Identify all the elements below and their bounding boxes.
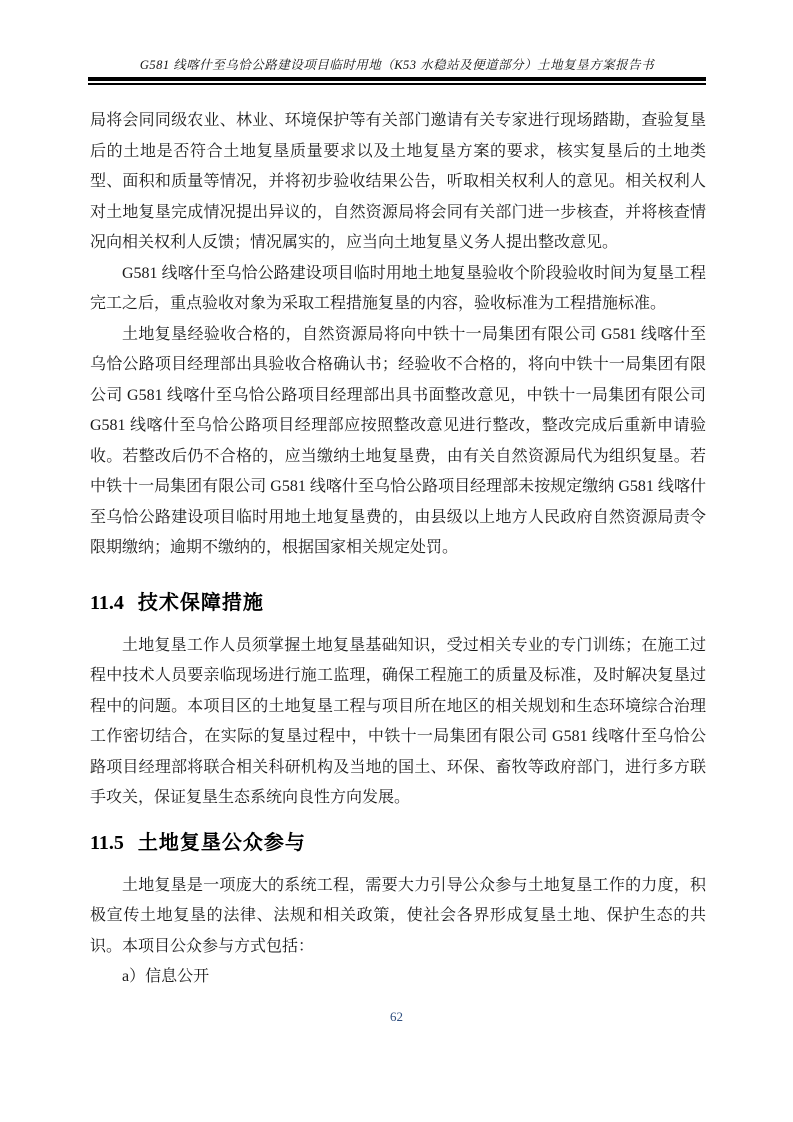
paragraph-continuation: 局将会同同级农业、林业、环境保护等有关部门邀请有关专家进行现场踏勘，查验复垦后的土地是否符合土地复垦质量要求以及土地复垦方案的要求，核实复垦后的土地类型、面积和质量等情况，并将初步验收结果公告，听取相关权利人的意见。相关权利人对土地复垦完成情况提出异议的，自然资源局将会同有关部门进一步核查，并将核查情况向相关权利人反馈；情况属实的，应当向土地复垦义务人提出整改意见。 — [90, 112, 706, 251]
paragraph-public-participation: 土地复垦是一项庞大的系统工程，需要大力引导公众参与土地复垦工作的力度，积极宣传土地复垦的法律、法规和相关政策，使社会各界形成复垦土地、保护生态的共识。本项目公众参与方式包括： — [90, 876, 706, 955]
section-number: 11.4 — [90, 591, 124, 614]
paragraph-acceptance-result: 土地复垦经验收合格的，自然资源局将向中铁十一局集团有限公司 G581 线喀什至乌恰公路项目经理部出具验收合格确认书；经验收不合格的，将向中铁十一局集团有限公司 G581 线喀什至乌恰公路项目经理部出具书面整改意见，中铁十一局集团有限公司 G581 线喀什至乌恰公路项目经理部应按照整改意见进行整改，整改完成后重新申请验收。若整改后仍不合格的，应当缴纳土地复垦费，由有关自然资源局代为组织复垦。若中铁十一局集团有限公司 G581 线喀什至乌恰公路项目经理部未按规定缴纳 G581 线喀什至乌恰公路建设项目临时用地土地复垦费的，由县级以上地方人民政府自然资源局责令限期缴纳；逾期不缴纳的，根据国家相关规定处罚。 — [90, 325, 706, 556]
page-header — [88, 0, 706, 85]
paragraph-acceptance-schedule: G581 线喀什至乌恰公路建设项目临时用地土地复垦验收个阶段验收时间为复垦工程完工之后，重点验收对象为采取工程措施复垦的内容，验收标准为工程措施标准。 — [90, 264, 706, 312]
section-heading-11-4 — [90, 589, 706, 617]
paragraph-tech-measures: 土地复垦工作人员须掌握土地复垦基础知识，受过相关专业的专门训练；在施工过程中技术人员要亲临现场进行施工监理，确保工程施工的质量及标准，及时解决复垦过程中的问题。本项目区的土地复垦工程与项目所在地区的相关规划和生态环境综合治理工作密切结合，在实际的复垦过程中，中铁十一局集团有限公司 G581 线喀什至乌恰公路项目经理部将联合相关科研机构及当地的国土、环保、畜牧等政府部门，进行多方联手攻关，保证复垦生态系统向良性方向发展。 — [90, 636, 706, 806]
header-rule — [88, 77, 706, 85]
section-title: 技术保障措施 — [137, 591, 264, 614]
document-body — [90, 106, 706, 993]
page-number: 62 — [390, 1009, 403, 1024]
section-number: 11.5 — [90, 831, 124, 854]
section-title: 土地复垦公众参与 — [137, 831, 306, 854]
running-header-title: G581 线喀什至乌恰公路建设项目临时用地（K53 水稳站及便道部分）土地复垦方案报告书 — [139, 58, 655, 72]
page-footer — [0, 1008, 793, 1026]
section-heading-11-5 — [90, 829, 706, 857]
list-item-a-information-disclosure: a）信息公开 — [122, 968, 210, 985]
